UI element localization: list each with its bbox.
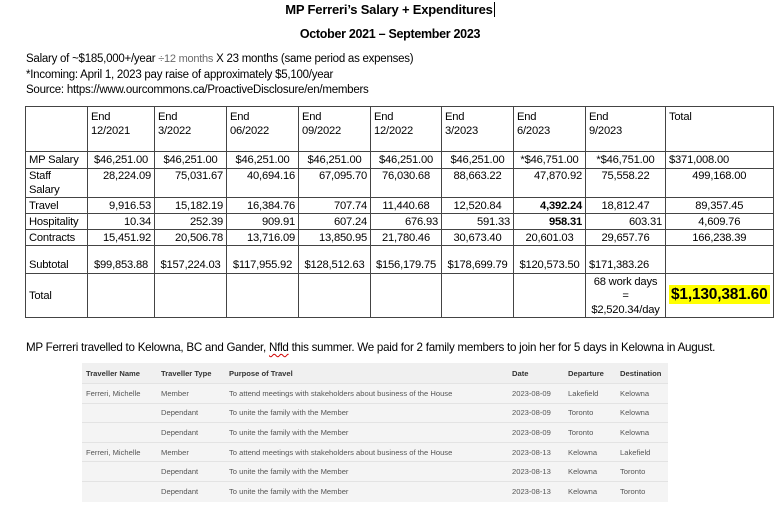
grand-total: $1,130,381.60	[671, 286, 768, 303]
cell: 13,716.09	[227, 230, 299, 246]
row-travel	[26, 198, 774, 214]
table-row	[82, 404, 668, 424]
row-label: Contracts	[26, 230, 88, 246]
cell: 958.31	[514, 214, 586, 230]
destination: Kelowna	[620, 388, 650, 398]
travel-purpose: To unite the family with the Member	[229, 487, 349, 497]
row-label: Hospitality	[26, 214, 88, 230]
row-staff-salary	[26, 169, 774, 198]
cell: 75,558.22	[586, 169, 666, 198]
row-contracts	[26, 230, 774, 246]
travel-date: 2023-08-13	[512, 467, 551, 477]
travel-date: 2023-08-13	[512, 447, 551, 457]
cell-empty	[88, 274, 155, 318]
cell: $156,179.75	[371, 246, 442, 274]
spellcheck-word[interactable]: Nfld	[268, 341, 289, 354]
cell: 30,673.40	[442, 230, 514, 246]
cell: *$46,751.00	[586, 152, 666, 169]
destination: Toronto	[620, 487, 646, 497]
cell-total: 89,357.45	[666, 198, 774, 214]
cell: $46,251.00	[299, 152, 371, 169]
cell: $171,383.26	[586, 246, 666, 274]
row-label: Staff Salary	[26, 169, 88, 198]
cell: 607.24	[299, 214, 371, 230]
traveller-type: Dependant	[161, 427, 199, 437]
cell: $99,853.88	[88, 246, 155, 274]
header-row	[26, 107, 774, 152]
cell: 75,031.67	[155, 169, 227, 198]
cell: 13,850.95	[299, 230, 371, 246]
cell: $128,512.63	[299, 246, 371, 274]
cell: 16,384.76	[227, 198, 299, 214]
cell: 4,392.24	[514, 198, 586, 214]
cell: 12,520.84	[442, 198, 514, 214]
cell: $120,573.50	[514, 246, 586, 274]
cell: 15,182.19	[155, 198, 227, 214]
departure: Kelowna	[568, 467, 598, 477]
salary-note	[26, 52, 413, 68]
cell-empty	[155, 274, 227, 318]
paragraph-text: MP Ferreri travelled to Kelowna, BC and Gander,	[26, 341, 269, 354]
travel-purpose: To unite the family with the Member	[229, 467, 349, 477]
source-note: Source: https://www.ourcommons.ca/ProactiveDisclosure/en/members	[26, 84, 369, 96]
traveller-name: Ferreri, Michelle	[86, 388, 141, 398]
table-row	[82, 482, 668, 502]
header-cell-total: Total	[666, 107, 774, 152]
document-subtitle: October 2021 – September 2023	[299, 27, 481, 41]
notes-block	[26, 52, 413, 99]
header-cell: End 12/2021	[88, 107, 155, 152]
cell: 18,812.47	[586, 198, 666, 214]
table-row	[82, 423, 668, 443]
row-subtotal	[26, 246, 774, 274]
traveller-type: Member	[161, 447, 189, 457]
traveller-type: Dependant	[161, 487, 199, 497]
cell: $46,251.00	[227, 152, 299, 169]
cell: 76,030.68	[371, 169, 442, 198]
travel-paragraph	[26, 341, 715, 354]
cell-total: 499,168.00	[666, 169, 774, 198]
header-cell: End 9/2023	[586, 107, 666, 152]
table-row	[82, 384, 668, 404]
travel-date: 2023-08-09	[512, 408, 551, 418]
traveller-type: Member	[161, 388, 189, 398]
traveller-type: Dependant	[161, 467, 199, 477]
cell: $157,224.03	[155, 246, 227, 274]
cell: 29,657.76	[586, 230, 666, 246]
travel-purpose: To attend meetings with stakeholders about business of the House	[229, 447, 453, 457]
travel-table-header	[82, 363, 668, 384]
cell-empty	[371, 274, 442, 318]
destination: Toronto	[620, 467, 646, 477]
travel-date: 2023-08-09	[512, 427, 551, 437]
traveller-type: Dependant	[161, 408, 199, 418]
cell: 20,601.03	[514, 230, 586, 246]
row-label: Travel	[26, 198, 88, 214]
cell: 47,870.92	[514, 169, 586, 198]
header-cell: End 6/2023	[514, 107, 586, 152]
salary-note-suffix: X 23 months (same period as expenses)	[213, 53, 414, 65]
cell: 603.31	[586, 214, 666, 230]
header-cell: End 3/2022	[155, 107, 227, 152]
salary-note-divisor: ÷12 months	[158, 53, 214, 65]
travel-purpose: To attend meetings with stakeholders about business of the House	[229, 388, 453, 398]
departure: Toronto	[568, 408, 594, 418]
cell: 676.93	[371, 214, 442, 230]
cell: $178,699.79	[442, 246, 514, 274]
cell-total-empty	[666, 246, 774, 274]
departure: Kelowna	[568, 447, 598, 457]
cell: 20,506.78	[155, 230, 227, 246]
incoming-note: *Incoming: April 1, 2023 pay raise of approximately $5,100/year	[26, 68, 334, 81]
column-header: Purpose of Travel	[229, 368, 293, 378]
row-label: Subtotal	[26, 246, 88, 274]
travel-purpose: To unite the family with the Member	[229, 427, 349, 437]
expense-table	[25, 106, 774, 318]
travel-date: 2023-08-09	[512, 388, 551, 398]
paragraph-text: this summer. We paid for 2 family members to join her for 5 days in Kelowna in August.	[288, 341, 716, 354]
title-text: MP Ferreri’s Salary + Expenditures	[285, 2, 493, 17]
cell: 67,095.70	[299, 169, 371, 198]
cell-empty	[299, 274, 371, 318]
cell: 28,224.09	[88, 169, 155, 198]
cell-empty	[514, 274, 586, 318]
cell: $46,251.00	[155, 152, 227, 169]
cell: 15,451.92	[88, 230, 155, 246]
traveller-name: Ferreri, Michelle	[86, 447, 141, 457]
row-hospitality	[26, 214, 774, 230]
cell: 40,694.16	[227, 169, 299, 198]
destination: Kelowna	[620, 408, 650, 418]
cell: 9,916.53	[88, 198, 155, 214]
cell-total: 166,238.39	[666, 230, 774, 246]
header-cell: End 06/2022	[227, 107, 299, 152]
document-title	[0, 2, 780, 17]
row-label: MP Salary	[26, 152, 88, 169]
salary-note-prefix: Salary of ~$185,000+/year	[26, 53, 159, 65]
row-label: Total	[26, 274, 88, 318]
departure: Kelowna	[568, 487, 598, 497]
travel-purpose: To unite the family with the Member	[229, 408, 349, 418]
column-header: Destination	[620, 368, 662, 378]
column-header: Date	[512, 368, 529, 378]
per-day-cost: 68 work days = $2,520.34/day	[586, 274, 666, 318]
cell: 707.74	[299, 198, 371, 214]
column-header: Traveller Name	[86, 368, 141, 378]
cell: 11,440.68	[371, 198, 442, 214]
table-row	[82, 462, 668, 482]
departure: Lakefield	[568, 388, 599, 398]
row-total	[26, 274, 774, 318]
cell: *$46,751.00	[514, 152, 586, 169]
cell: 252.39	[155, 214, 227, 230]
cell-total: 4,609.76	[666, 214, 774, 230]
header-cell-empty	[26, 107, 88, 152]
column-header: Departure	[568, 368, 604, 378]
grand-total-cell	[666, 274, 774, 318]
cell-empty	[227, 274, 299, 318]
column-header: Traveller Type	[161, 368, 212, 378]
cell: $117,955.92	[227, 246, 299, 274]
header-cell: End 3/2023	[442, 107, 514, 152]
destination: Kelowna	[620, 427, 650, 437]
cell-empty	[442, 274, 514, 318]
table-row	[82, 443, 668, 463]
cell-total: $371,008.00	[666, 152, 774, 169]
header-cell: End 09/2022	[299, 107, 371, 152]
cell: 909.91	[227, 214, 299, 230]
destination: Lakefield	[620, 447, 651, 457]
cell: $46,251.00	[371, 152, 442, 169]
departure: Toronto	[568, 427, 594, 437]
cell: 21,780.46	[371, 230, 442, 246]
cell: 591.33	[442, 214, 514, 230]
text-cursor	[494, 2, 495, 17]
cell: 88,663.22	[442, 169, 514, 198]
travel-date: 2023-08-13	[512, 487, 551, 497]
cell: $46,251.00	[88, 152, 155, 169]
travel-table	[82, 363, 668, 502]
cell: 10.34	[88, 214, 155, 230]
cell: $46,251.00	[442, 152, 514, 169]
row-mp-salary	[26, 152, 774, 169]
header-cell: End 12/2022	[371, 107, 442, 152]
